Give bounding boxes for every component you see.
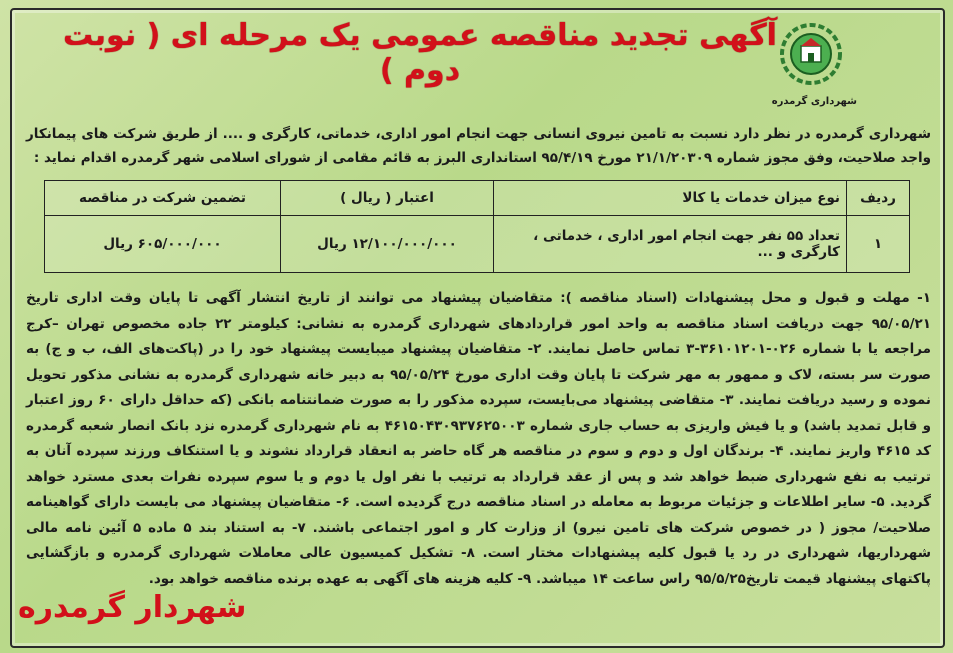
logo-caption: شهرداری گرمدره bbox=[771, 96, 857, 107]
cell-row-number: ۱ bbox=[847, 216, 910, 273]
header-guarantee: تضمین شرکت در مناقصه bbox=[45, 181, 281, 216]
header-credit: اعتبار ( ریال ) bbox=[281, 181, 494, 216]
cell-service-type: تعداد ۵۵ نفر جهت انجام امور اداری ، خدماتی ، کارگری و ... bbox=[494, 216, 847, 273]
tender-table bbox=[44, 180, 910, 273]
municipality-emblem-icon bbox=[779, 22, 843, 86]
cell-guarantee: ۶۰۵/۰۰۰/۰۰۰ ریال bbox=[45, 216, 281, 273]
notice-title: آگهی تجدید مناقصه عمومی یک مرحله ای ( نوبت دوم ) bbox=[63, 18, 777, 88]
conditions-paragraph: ۱- مهلت و قبول و محل پیشنهادات (اسناد مناقصه ): متقاضیان پیشنهاد می توانند از تاریخ انتشار آگهی تا پایان وقت اداری تاریخ ۹۵/۰۵/۲۱ جهت دریافت اسناد مناقصه به واحد امور قراردادهای شهرداری گرمدره به نشانی: کیلومتر ۲۲ جاده مخصوص تهران –کرج مراجعه یا با شماره ۰۲۶-۳۶۱۰۱۲۰۱-۳ تماس حاصل نمایند. ۲- متقاضیان پیشنهاد میبایست پیشنهاد خود را در (پاکت‌های الف، ب و ج) به صورت سر بسته، لاک و ممهور به مهر شرکت تا پایان وقت اداری مورخ ۹۵/۰۵/۲۴ به دبیر خانه شهرداری گرمدره به نشانی مذکور تحویل نموده و رسید دریافت نمایند. ۳- متقاضی پیشنهاد می‌بایست، سپرده مذکور را به صورت ضمانتنامه بانکی (که حداقل دارای ۶۰ روز اعتبار و قابل تمدید باشد) و یا فیش واریزی به حساب جاری شماره ۴۶۱۵۰۴۳۰۹۳۷۶۲۵۰۰۳ به نام شهرداری گرمدره نزد بانک انصار شعبه گرمدره کد ۴۶۱۵ واریز نمایند. ۴- برندگان اول و دوم و سوم در مناقصه هر گاه حاضر به انعقاد قرارداد نشوند و یا استنکاف ورزند سپرده آنان به ترتیب به نفع شهرداری ضبط خواهد شد و پس از عقد قرارداد به ترتیب با نفر اول یا دوم و یا سوم سپرده نفرات بعدی مسترد خواهد گردید. ۵- سایر اطلاعات و جزئیات مربوط به معامله در اسناد مناقصه درج گردیده است. ۶- متقاضیان پیشنهاد می بایست دارای گواهینامه صلاحیت/ مجوز ( در خصوص شرکت های تامین نیرو) از وزارت کار و امور اجتماعی باشند. ۷- به استناد بند ۵ ماده ۵ آئین نامه مالی شهرداریها، شهرداری در رد یا قبول کلیه پیشنهادات مختار است. ۸- تشکیل کمیسیون عالی معاملات شهرداری گرمدره و بازگشایی پاکتهای پیشنهاد قیمت تاریخ۹۵/۵/۲۵ راس ساعت ۱۴ میباشد. ۹- کلیه هزینه های آگهی به عهده برنده مناقصه خواهد بود. bbox=[26, 290, 931, 587]
table-header-row bbox=[45, 181, 910, 216]
cell-credit: ۱۲/۱۰۰/۰۰۰/۰۰۰ ریال bbox=[281, 216, 494, 273]
signature: شهردار گرمدره bbox=[18, 590, 247, 625]
intro-paragraph: شهرداری گرمدره در نظر دارد نسبت به تامین نیروی انسانی جهت انجام امور اداری، خدماتی، کارگری و .... از طریق شرکت های پیمانکار واجد صلاحیت، وفق مجوز شماره ۲۱/۱/۲۰۳۰۹ مورخ ۹۵/۴/۱۹ استانداری البرز به قائم مقامی از شورای اسلامی شهر گرمدره اقدام نماید : bbox=[26, 126, 931, 166]
header-service-type: نوع میزان خدمات یا کالا bbox=[494, 181, 847, 216]
table-row bbox=[45, 216, 910, 273]
header-row-number: ردیف bbox=[847, 181, 910, 216]
